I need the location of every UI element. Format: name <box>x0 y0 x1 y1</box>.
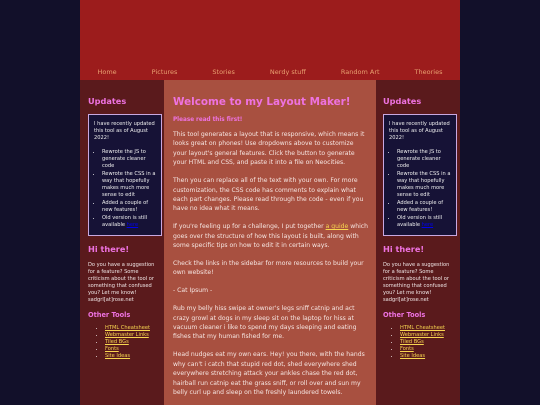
other-tools-list <box>383 325 454 360</box>
updates-item-old-version <box>397 215 453 229</box>
intro-paragraph: This tool generates a layout that is responsive, which means it looks great on phones! Use dropdowns above to customize your layout's general features. Click the button to generate your HTML and CSS, and paste it into a file on Neocities. <box>173 131 365 167</box>
link-html-cheatsheet[interactable]: HTML Cheatsheet <box>105 325 150 331</box>
updates-list <box>389 149 453 229</box>
hi-there-text: Do you have a suggestion for a feature? Some criticism about the tool or something that confused you? Let me know! sadgrl[at]rose.net <box>383 262 450 303</box>
nav-home[interactable]: Home <box>97 68 117 76</box>
updates-box <box>88 114 162 236</box>
updates-item: • Rewrote the JS to generate cleaner code <box>397 149 453 170</box>
old-version-link[interactable]: here <box>126 222 139 228</box>
link-html-cheatsheet[interactable]: HTML Cheatsheet <box>400 325 445 331</box>
link-fonts[interactable]: Fonts <box>400 346 414 352</box>
link-fonts[interactable]: Fonts <box>105 346 119 352</box>
nav-random-art[interactable]: Random Art <box>340 68 380 76</box>
updates-item: • Rewrote the JS to generate cleaner code <box>102 149 158 170</box>
updates-intro: I have recently updated this tool as of August 2022! <box>94 121 155 141</box>
cat-ipsum-paragraph-1: Rub my belly hiss swipe at owner's legs sniff catnip and act crazy growl at dogs in my sleep sit on the laptop for hiss at vacuum cleaner i like to spend my days sleeping and eating fishes that my human fished for me. <box>173 305 357 341</box>
list-item <box>400 339 454 346</box>
list-item <box>400 325 454 332</box>
link-site-ideas[interactable]: Site Ideas <box>105 353 131 359</box>
updates-intro: I have recently updated this tool as of August 2022! <box>389 121 450 141</box>
old-version-text: Old version is still available <box>397 215 443 228</box>
nav-stories[interactable]: Stories <box>212 68 235 76</box>
updates-box <box>383 114 457 236</box>
updates-item: • Rewrote the CSS in a way that hopefully makes much more sense to edit <box>397 171 453 199</box>
list-item <box>105 346 159 353</box>
list-item <box>105 339 159 346</box>
link-webmaster-links[interactable]: Webmaster Links <box>105 332 149 338</box>
list-item <box>105 325 159 332</box>
hi-there-title: Hi there! <box>88 244 130 254</box>
nav-pictures[interactable]: Pictures <box>151 68 178 76</box>
guide-text-pre: If you're feeling up for a challenge, I put together <box>173 223 326 231</box>
guide-text-post: which goes over the structure of how this layout is built, along with some specific tips on how to edit it in certain ways. <box>173 223 368 250</box>
list-item <box>105 353 159 360</box>
updates-item: • Rewrote the CSS in a way that hopefully makes much more sense to edit <box>102 171 158 199</box>
list-item <box>105 332 159 339</box>
sidebar-hint-paragraph: Check the links in the sidebar for more resources to build your own website! <box>173 259 364 277</box>
other-tools-title: Other Tools <box>88 311 131 319</box>
link-webmaster-links[interactable]: Webmaster Links <box>400 332 444 338</box>
old-version-text: Old version is still available <box>102 215 148 228</box>
left-sidebar <box>80 80 164 405</box>
link-site-ideas[interactable]: Site Ideas <box>400 353 426 359</box>
customization-paragraph: Then you can replace all of the text with your own. For more customization, the CSS code has comments to explain what each part changes. Please read through the code - even if you have no idea what it means. <box>173 177 364 213</box>
updates-title: Updates <box>383 96 422 106</box>
hi-there-title: Hi there! <box>383 244 425 254</box>
guide-link[interactable]: a guide <box>325 223 349 231</box>
cat-ipsum-heading: - Cat Ipsum - <box>173 287 213 295</box>
read-first-heading: Please read this first! <box>173 117 243 123</box>
updates-list <box>94 149 158 229</box>
updates-title: Updates <box>88 96 127 106</box>
list-item <box>400 353 454 360</box>
hi-there-text: Do you have a suggestion for a feature? Some criticism about the tool or something that confused you? Let me know! sadgrl[at]rose.net <box>88 262 155 303</box>
nav-theories[interactable]: Theories <box>414 68 443 76</box>
link-tiled-bgs[interactable]: Tiled BGs <box>400 339 424 345</box>
list-item <box>400 346 454 353</box>
list-item <box>400 332 454 339</box>
link-tiled-bgs[interactable]: Tiled BGs <box>105 339 129 345</box>
other-tools-title: Other Tools <box>383 311 426 319</box>
other-tools-list <box>88 325 159 360</box>
updates-item-old-version <box>102 215 158 229</box>
main-content <box>164 80 376 405</box>
nav-nerdy-stuff[interactable]: Nerdy stuff <box>269 68 306 76</box>
guide-paragraph <box>173 222 368 250</box>
cat-ipsum-paragraph-2: Head nudges eat my own ears. Hey! you there, with the hands why can't i catch that stupid red dot, shed everywhere shed everywhere stretching attack your ankles chase the red dot, hairball run catnip eat the grass sniff, or roll over and sun my belly curl up and sleep on the freshly laundered towels. <box>173 351 365 396</box>
updates-item: • Added a couple of new features! <box>102 200 158 214</box>
top-nav <box>80 64 460 80</box>
old-version-link[interactable]: here <box>421 222 434 228</box>
right-sidebar <box>376 80 460 405</box>
page-title: Welcome to my Layout Maker! <box>173 96 351 108</box>
updates-item: • Added a couple of new features! <box>397 200 453 214</box>
